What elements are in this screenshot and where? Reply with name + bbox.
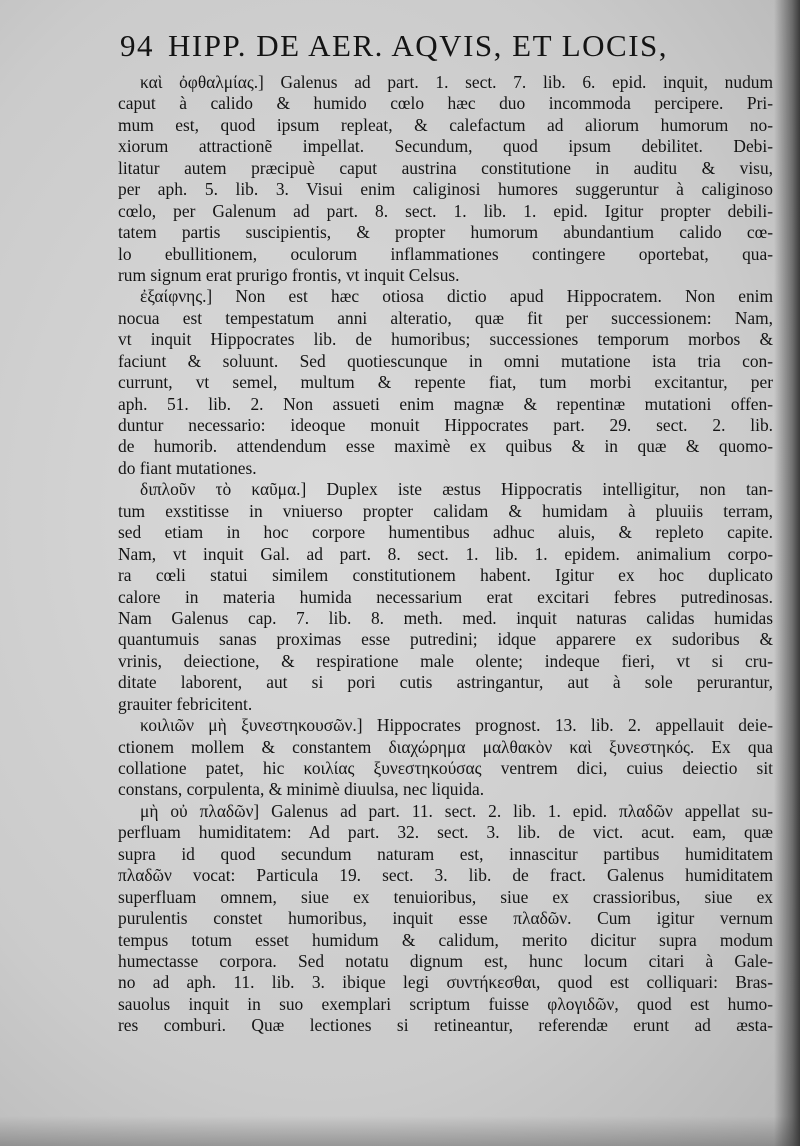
text-line: tatem partis suscipientis, & propter humorum abundantium calido cœ-	[118, 222, 773, 243]
text-line: per aph. 5. lib. 3. Visui enim caliginosi humores suggeruntur à caliginoso	[118, 179, 773, 200]
text-line: μὴ οὐ πλαδῶν] Galenus ad part. 11. sect. 2. lib. 1. epid. πλαδῶν appellat su-	[140, 800, 773, 821]
text-line: duntur necessario: ideoque monuit Hippocrates part. 29. sect. 2. lib.	[118, 415, 773, 435]
text-line: tempus totum esset humidum & calidum, merito dicitur supra modum	[118, 929, 773, 950]
text-line: διπλοῦν τὸ καῦμα.] Duplex iste æstus Hippocratis intelligitur, non tan-	[140, 479, 773, 500]
text-line: ra cœli statui similem constitutionem habent. Igitur ex hoc duplicato	[118, 565, 773, 586]
text-line: sauolus inquit in suo exemplari scriptum fuisse φλογιδῶν, quod est humo-	[118, 993, 773, 1014]
text-line: quantumuis sanas proximas esse putredini; idque apparere ex sudoribus &	[118, 629, 773, 650]
text-line: supra id quod secundum naturam est, innascitur partibus humiditatem	[118, 843, 773, 864]
text-line: ἐξαίφνης.] Non est hæc otiosa dictio apud Hippocratem. Non enim	[140, 286, 773, 307]
text-line: currunt, vt semel, multum & repente fiat, tum morbi excitantur, per	[118, 372, 773, 393]
text-line: κοιλιῶν μὴ ξυνεστηκουσῶν.] Hippocrates prognost. 13. lib. 2. appellauit deie-	[140, 715, 773, 736]
page-edge-shadow	[774, 0, 800, 1146]
text-line: rum signum erat prurigo frontis, vt inquit Celsus.	[118, 264, 460, 285]
page-number: 94	[120, 28, 154, 63]
text-line: καὶ ὀφθαλμίας.] Galenus ad part. 1. sect. 7. lib. 6. epid. inquit, nudum	[140, 72, 773, 92]
text-line: humectasse corpora. Sed notatu dignum est, hunc locum citari à Gale-	[118, 950, 773, 971]
text-line: superfluam omnem, siue ex tenuioribus, siue ex crassioribus, siue ex	[118, 886, 773, 907]
text-line: collatione patet, hic κοιλίας ξυνεστηκούσας ventrem dici, cuius deiectio sit	[118, 758, 773, 778]
text-line: vt inquit Hippocrates lib. de humoribus; successiones temporum morbos &	[118, 329, 773, 350]
text-line: vrinis, deiectione, & respiratione male olente; indeque fieri, vt si cru-	[118, 650, 773, 671]
text-line: sed etiam in hoc corpore humentibus adhuc aluis, & repleto capite.	[118, 522, 773, 543]
body-text	[118, 72, 773, 1037]
running-title: HIPP. DE AER. AQVIS, ET LOCIS,	[168, 28, 669, 63]
text-line: aph. 51. lib. 2. Non assueti enim magnæ & repentinæ mutationi offen-	[118, 393, 773, 414]
text-line: mum est, quod ipsum repleat, & calefactum ad aliorum humorum no-	[118, 114, 773, 135]
text-line: lo ebullitionem, oculorum inflammationes contingere oportebat, qua-	[118, 243, 773, 264]
text-line: calore in materia humida necessarium erat excitari febres putredinosas.	[118, 586, 773, 607]
text-line: xiorum attractionẽ impellat. Secundum, quod ipsum debilitet. Debi-	[118, 136, 773, 157]
text-line: no ad aph. 11. lib. 3. ibique legi συντήκεσθαι, quod est colliquari: Bras-	[118, 972, 773, 993]
page-header	[120, 28, 720, 64]
text-line: ditate laborent, aut si pori cutis astringantur, aut à sole perurantur,	[118, 672, 773, 693]
text-line: Nam, vt inquit Gal. ad part. 8. sect. 1. lib. 1. epidem. animalium corpo-	[118, 543, 773, 564]
text-line: nocua est tempestatum anni alteratio, quæ fit per successionem: Nam,	[118, 307, 773, 328]
text-line: res comburi. Quæ lectiones si retineantur, referendæ erunt ad æsta-	[118, 1015, 773, 1036]
text-line: faciunt & soluunt. Sed quotiescunque in omni mutatione ista tria con-	[118, 350, 773, 371]
text-line: cœlo, per Galenum ad part. 8. sect. 1. lib. 1. epid. Igitur propter debili-	[118, 200, 773, 221]
text-line: constans, corpulenta, & minimè diuulsa, nec liquida.	[118, 779, 485, 800]
page-bottom-shadow	[0, 1116, 800, 1146]
text-line: perfluam humiditatem: Ad part. 32. sect. 3. lib. de vict. acut. eam, quæ	[118, 822, 773, 843]
text-line: purulentis constet humoribus, inquit esse πλαδῶν. Cum igitur vernum	[118, 908, 773, 929]
text-line: grauiter febricitent.	[118, 693, 253, 714]
text-line: πλαδῶν vocat: Particula 19. sect. 3. lib. de fract. Galenus humiditatem	[118, 865, 773, 886]
text-line: caput à calido & humido cœlo hæc duo incommoda percipere. Pri-	[118, 93, 773, 114]
text-line: do fiant mutationes.	[118, 457, 257, 478]
text-line: litatur autem præcipuè caput austrina constitutione in auditu & visu,	[118, 157, 773, 178]
text-line: Nam Galenus cap. 7. lib. 8. meth. med. inquit naturas calidas humidas	[118, 607, 773, 628]
text-line: tum exstitisse in vniuerso propter calidam & humidam à pluuiis terram,	[118, 500, 773, 521]
text-line: de humorib. attendendum esse maximè ex quibus & in quæ & quomo-	[118, 436, 773, 457]
text-line: ctionem mollem & constantem διαχώρημα μαλθακὸν καὶ ξυνεστηκός. Ex qua	[118, 736, 773, 757]
